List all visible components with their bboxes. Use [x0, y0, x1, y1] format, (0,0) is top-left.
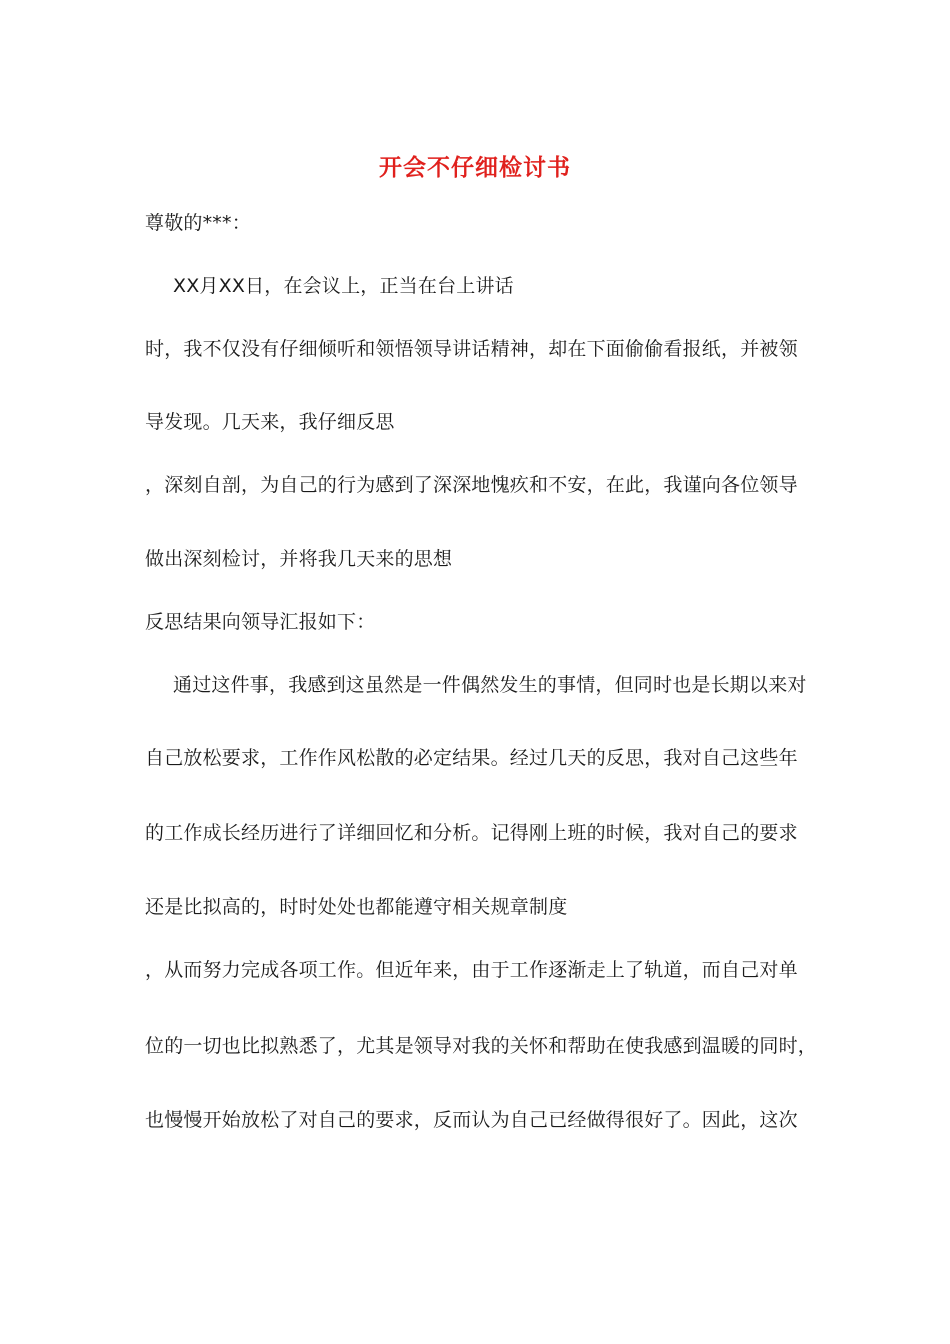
body-line: 做出深刻检讨，并将我几天来的思想 [145, 548, 453, 570]
body-line: 位的一切也比拟熟悉了，尤其是领导对我的关怀和帮助在使我感到温暖的同时， [145, 1035, 818, 1057]
document-title: 开会不仔细检讨书 [379, 154, 571, 181]
body-line: 反思结果向领导汇报如下： [145, 611, 376, 633]
body-line: ，深刻自剖，为自己的行为感到了深深地愧疚和不安，在此，我谨向各位领导 [145, 474, 798, 496]
body-line: 通过这件事，我感到这虽然是一件偶然发生的事情，但同时也是长期以来对 [173, 674, 807, 696]
salutation-line: 尊敬的***： [145, 212, 251, 234]
body-line: ，从而努力完成各项工作。但近年来，由于工作逐渐走上了轨道，而自己对单 [145, 959, 798, 981]
body-line: 的工作成长经历进行了详细回忆和分析。记得刚上班的时候，我对自己的要求 [145, 822, 798, 844]
body-line: 时，我不仅没有仔细倾听和领悟领导讲话精神，却在下面偷偷看报纸，并被领 [145, 338, 798, 360]
body-line: 还是比拟高的，时时处处也都能遵守相关规章制度 [145, 896, 568, 918]
body-line: 导发现。几天来，我仔细反思 [145, 411, 395, 433]
body-line: 也慢慢开始放松了对自己的要求，反而认为自己已经做得很好了。因此，这次 [145, 1109, 798, 1131]
body-line: XX月XX日，在会议上，正当在台上讲话 [173, 275, 514, 297]
body-line: 自己放松要求，工作作风松散的必定结果。经过几天的反思，我对自己这些年 [145, 747, 798, 769]
